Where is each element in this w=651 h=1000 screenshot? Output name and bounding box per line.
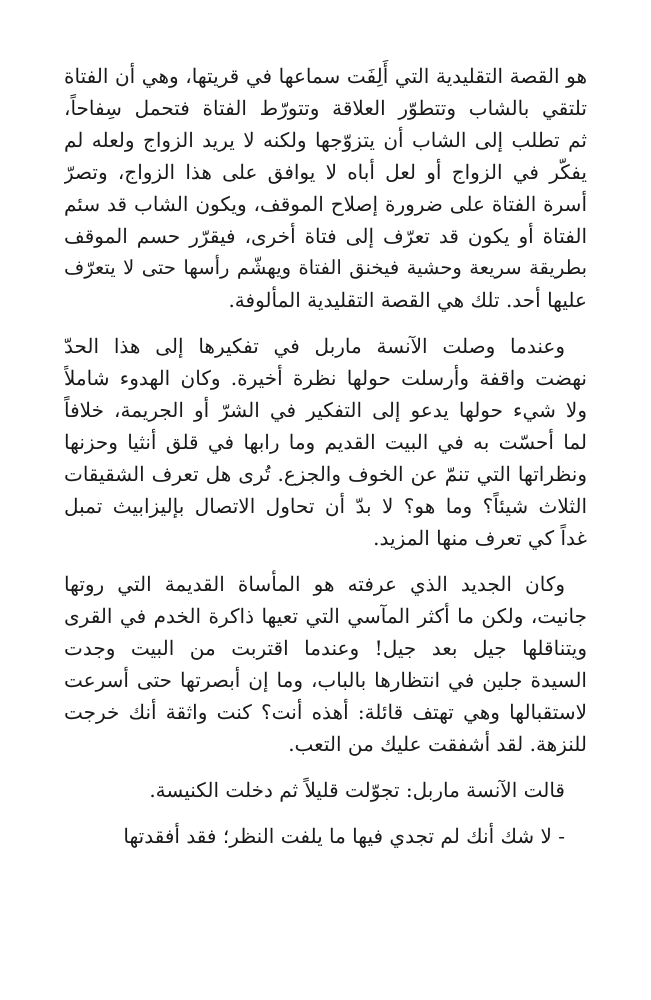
text-line: أسرة الفتاة على ضرورة إصلاح الموقف، ويكون الشاب قد سئم: [64, 192, 587, 216]
paragraph-3: [64, 568, 587, 760]
text-line: السيدة جلين في انتظارها بالباب، وما إن أبصرتها حتى أسرعت: [64, 668, 587, 692]
text-line: تلتقي بالشاب وتتطوّر العلاقة وتتورّط الفتاة فتحمل سِفاحاً،: [64, 96, 587, 120]
paragraph-2: [64, 330, 587, 554]
text-line: قالت الآنسة ماربل: تجوّلت قليلاً ثم دخلت الكنيسة.: [149, 778, 565, 802]
text-line: نهضت واقفة وأرسلت حولها نظرة أخيرة. وكان الهدوء شاملاً: [64, 366, 587, 390]
text-line: عليها أحد. تلك هي القصة التقليدية المألوفة.: [228, 288, 587, 312]
text-line: الفتاة أو يكون قد تعرّف إلى فتاة أخرى، فيقرّر حسم الموقف: [64, 224, 587, 248]
paragraph-5: [64, 820, 587, 852]
text-line: ويتناقلها جيل بعد جيل! وعندما اقتربت من البيت وجدت: [64, 636, 587, 660]
text-line: وعندما وصلت الآنسة ماربل في تفكيرها إلى هذا الحدّ: [64, 334, 565, 358]
text-line: الثلاث شيئاً؟ وما هو؟ لا بدّ أن تحاول الاتصال بإليزابيث تمبل: [64, 494, 587, 518]
text-line: غداً كي تعرف منها المزيد.: [373, 526, 587, 550]
page-text: [64, 60, 587, 852]
paragraph-1: [64, 60, 587, 316]
paragraph-4: [64, 774, 587, 806]
text-line: لما أحسّت به في البيت القديم وما رابها في قلق أنثيا وحزنها: [64, 430, 587, 454]
text-line: لاستقبالها وهي تهتف قائلة: أهذه أنت؟ كنت واثقة أنك خرجت: [64, 700, 587, 724]
text-line: وكان الجديد الذي عرفته هو المأساة القديمة التي روتها: [64, 572, 565, 596]
text-line: جانيت، ولكن ما أكثر المآسي التي تعيها ذاكرة الخدم في القرى: [64, 604, 587, 628]
text-line: ثم تطلب إلى الشاب أن يتزوّجها ولكنه لا يريد الزواج ولعله لم: [64, 128, 587, 152]
text-line: هو القصة التقليدية التي أَلِفَت سماعها في قريتها، وهي أن الفتاة: [64, 64, 587, 88]
text-line: ولا شيء حولها يدعو إلى التفكير في الشرّ أو الجريمة، خلافاً: [64, 398, 587, 422]
text-line: يفكّر في الزواج أو لعل أباه لا يوافق على هذا الزواج، وتصرّ: [64, 160, 587, 184]
text-line: للنزهة. لقد أشفقت عليك من التعب.: [288, 732, 587, 756]
text-line: ونظراتها التي تنمّ عن الخوف والجزع. تُرى هل تعرف الشقيقات: [64, 462, 587, 486]
text-line: بطريقة سريعة وحشية فيخنق الفتاة ويهشّم رأسها حتى لا يتعرّف: [64, 256, 587, 279]
text-line: - لا شك أنك لم تجدي فيها ما يلفت النظر؛ فقد أفقدتها: [123, 824, 565, 848]
